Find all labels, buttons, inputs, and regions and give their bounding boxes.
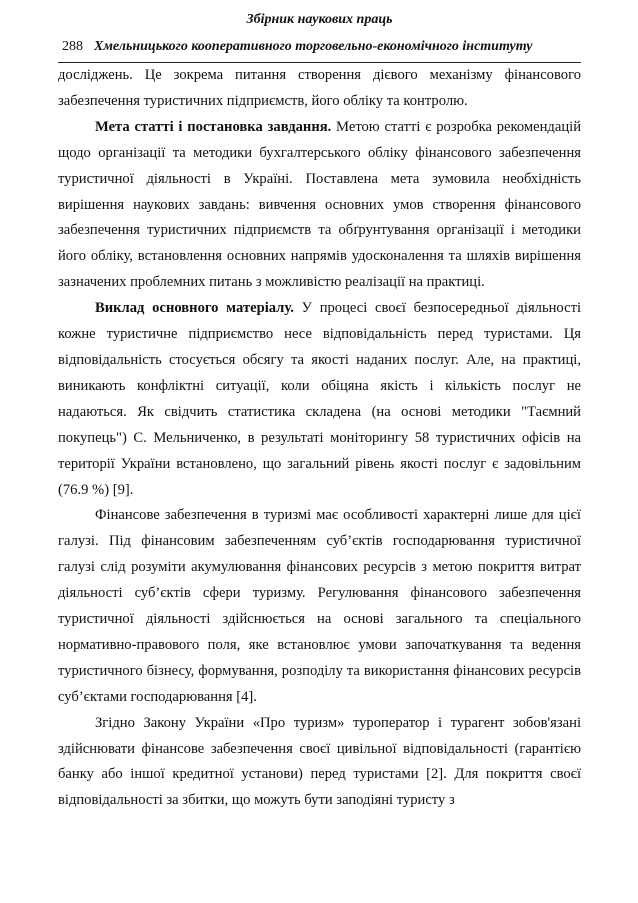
paragraph-continuation xyxy=(58,63,581,115)
article-body xyxy=(58,63,581,814)
running-header xyxy=(58,0,581,63)
paragraph-main-material xyxy=(58,296,581,503)
journal-title-line1: Збірник наукових праць xyxy=(246,12,393,27)
page-number: 288 xyxy=(62,39,83,54)
paragraph-tourism-law xyxy=(58,711,581,815)
journal-title-line2: Хмельницького кооперативного торговельно-економічного інституту xyxy=(94,39,533,54)
page xyxy=(58,0,581,814)
paragraph-text: Фінансове забезпечення в туризмі має особливості характерні лише для цієї галузі. Під фінансовим забезпеченням суб’єктів господарювання туристичної галузі слід розуміти акумулювання фінансових ресурсів з метою покриття витрат діяльності суб’єктів сфери туризму. Регулювання фінансового забезпечення туристичної діяльності здійснюється на основі загального та спеціального нормативно-правового поля, яке встановлює умови започаткування та ведення туристичного бізнесу, формування, розподілу та використання фінансових ресурсів суб’єктами господарювання [4]. xyxy=(58,507,581,705)
section-lead-main-material: Виклад основного матеріалу. xyxy=(95,300,294,317)
paragraph-text: У процесі своєї безпосередньої діяльності кожне туристичне підприємство несе відповідальність перед туристами. Ця відповідальність стосується обсягу та якості наданих послуг. Але, на практиці, виникають конфліктні ситуації, коли обіцяна якість і кількість послуг не надаються. Як свідчить статистика складена (на основі методики "Таємний покупець") С. Мельниченко, в результаті моніторингу 58 туристичних офісів на території України встановлено, що загальний рівень якості послуг є задовільним (76.9 %) [9]. xyxy=(58,300,581,498)
paragraph-financial-support xyxy=(58,503,581,710)
paragraph-text: Згідно Закону України «Про туризм» туроператор і турагент зобов'язані здійснювати фінансове забезпечення своєї цивільної відповідальності (гарантією банку або іншої кредитної установи) перед туристами [2]. Для покриття своєї відповідальності за збитки, що можуть бути заподіяні туристу з xyxy=(58,714,581,809)
paragraph-text: Метою статті є розробка рекомендацій щодо організації та методики бухгалтерського обліку фінансового забезпечення туристичної діяльності в Україні. Поставлена мета зумовила необхідність вирішення наукових завдань: вивчення основних умов створення фінансового забезпечення туристичних підприємств та обґрунтування організації і методики його обліку, встановлення основних напрямів удосконалення та шляхів вирішення зазначених проблемних питань з можливістю реалізації на практиці. xyxy=(58,118,582,291)
paragraph-aim xyxy=(58,115,581,296)
section-lead-aim: Мета статті і постановка завдання. xyxy=(95,118,332,135)
paragraph-text: досліджень. Це зокрема питання створення дієвого механізму фінансового забезпечення туристичних підприємств, його обліку та контролю. xyxy=(58,67,581,109)
